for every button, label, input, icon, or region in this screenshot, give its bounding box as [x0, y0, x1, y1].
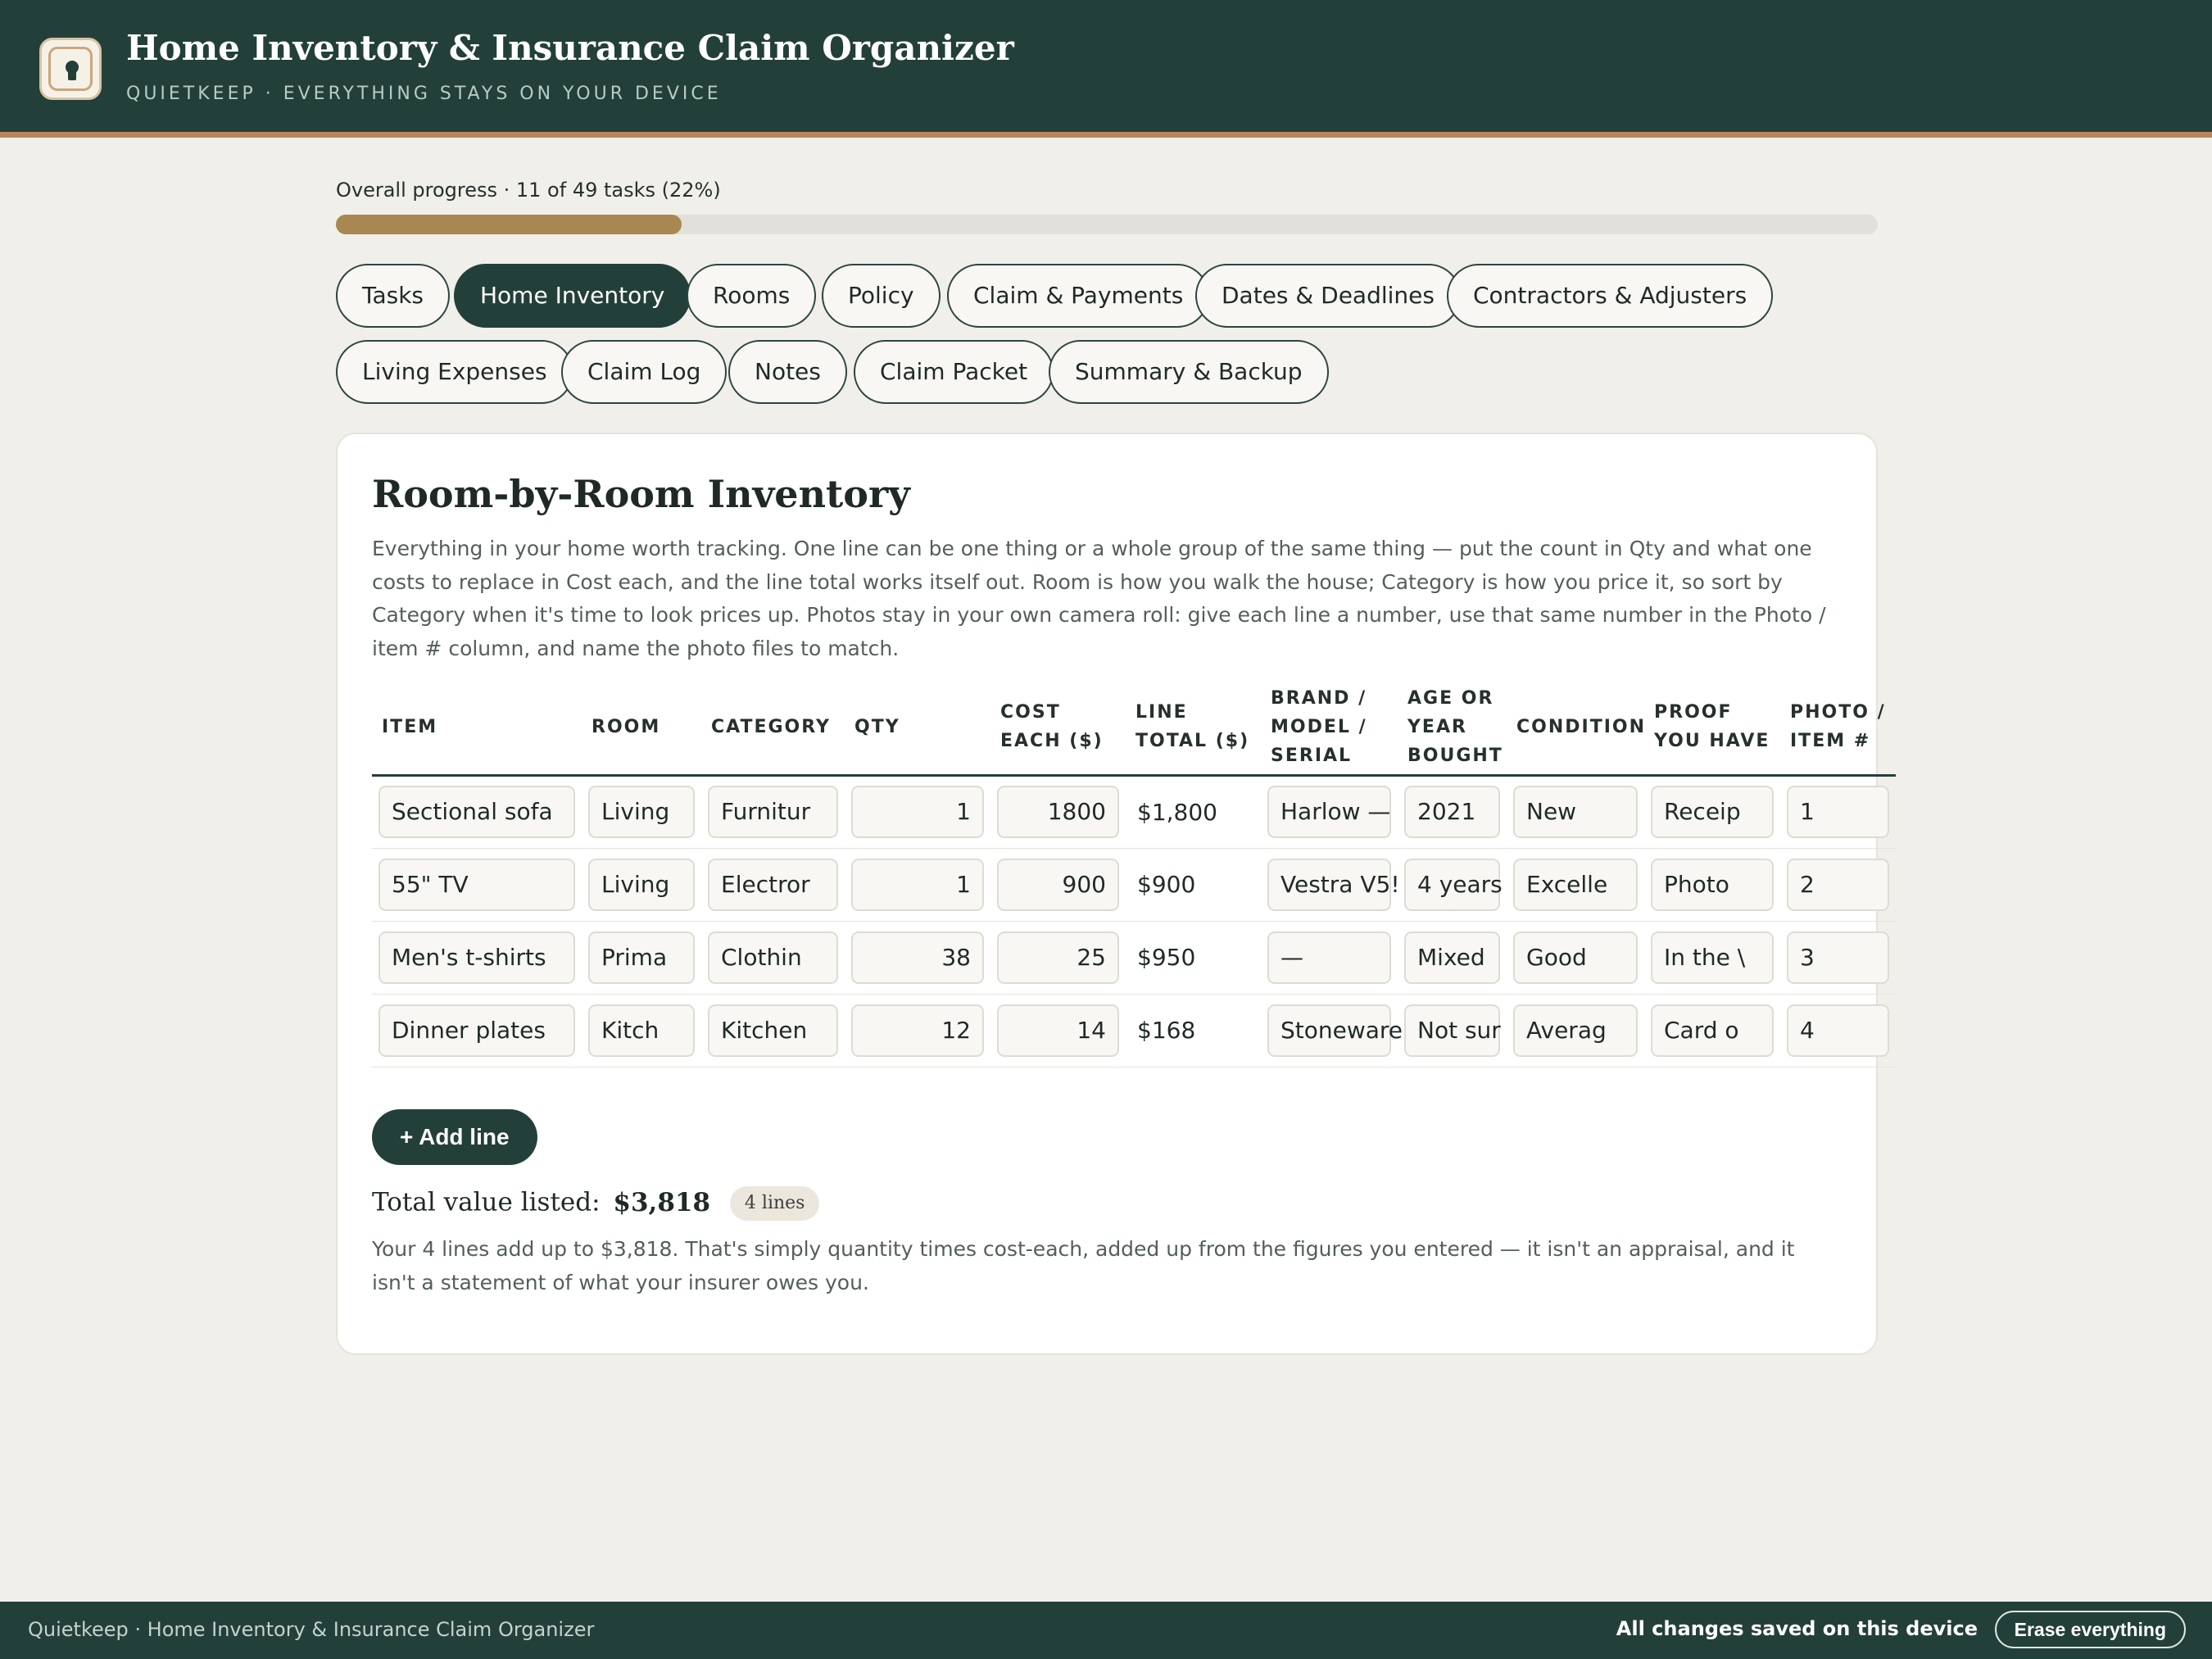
category-input[interactable]: Kitchen — [708, 1004, 838, 1057]
progress-label: Overall progress · 11 of 49 tasks (22%) — [336, 179, 721, 202]
column-header-brand[interactable]: BRAND / MODEL / SERIAL — [1261, 680, 1398, 775]
proof-input[interactable]: Photo — [1651, 859, 1774, 911]
photo-input[interactable]: 4 — [1787, 1004, 1889, 1057]
age-input[interactable]: Not sur — [1404, 1004, 1500, 1057]
line-total: $1,800 — [1137, 798, 1217, 826]
condition-input[interactable]: Excelle — [1513, 859, 1638, 911]
column-header-age[interactable]: AGE OR YEAR BOUGHT — [1398, 680, 1507, 775]
tab-summary-backup[interactable]: Summary & Backup — [1049, 340, 1329, 404]
column-header-photo[interactable]: PHOTO / ITEM # — [1780, 680, 1896, 775]
inventory-table — [372, 680, 1896, 1067]
condition-input[interactable]: Good — [1513, 931, 1638, 984]
tab-claim-packet[interactable]: Claim Packet — [854, 340, 1054, 404]
category-input[interactable]: Furnitur — [708, 786, 838, 838]
app-footer — [0, 1602, 2212, 1659]
app-header — [0, 0, 2212, 138]
photo-input[interactable]: 1 — [1787, 786, 1889, 838]
age-input[interactable]: 2021 — [1404, 786, 1500, 838]
add-line-button[interactable]: + Add line — [372, 1109, 537, 1165]
app-subtitle: QUIETKEEP · EVERYTHING STAYS ON YOUR DEVICE — [126, 84, 722, 104]
item-input[interactable]: 55" TV — [378, 859, 575, 911]
table-header-row — [372, 680, 1896, 775]
photo-input[interactable]: 3 — [1787, 931, 1889, 984]
keyhole-icon — [39, 38, 102, 100]
inventory-card — [336, 433, 1886, 1355]
tab-notes[interactable]: Notes — [728, 340, 847, 404]
table-row — [372, 921, 1896, 994]
photo-input[interactable]: 2 — [1787, 859, 1889, 911]
age-input[interactable]: Mixed — [1404, 931, 1500, 984]
proof-input[interactable]: Receip — [1651, 786, 1774, 838]
column-header-category[interactable]: CATEGORY — [701, 680, 845, 775]
qty-input[interactable]: 12 — [851, 1004, 984, 1057]
condition-input[interactable]: Averag — [1513, 1004, 1638, 1057]
tab-living-expenses[interactable]: Living Expenses — [336, 340, 573, 404]
qty-input[interactable]: 1 — [851, 859, 984, 911]
inventory-table-scroll[interactable] — [372, 680, 1886, 1114]
tab-claim-payments[interactable]: Claim & Payments — [947, 264, 1209, 328]
tab-contractors-adjusters[interactable]: Contractors & Adjusters — [1447, 264, 1773, 328]
column-header-proof[interactable]: PROOF YOU HAVE — [1644, 680, 1780, 775]
tab-dates-deadlines[interactable]: Dates & Deadlines — [1195, 264, 1461, 328]
line-total: $168 — [1137, 1017, 1196, 1044]
item-input[interactable]: Dinner plates — [378, 1004, 575, 1057]
cost-each-input[interactable]: 1800 — [997, 786, 1119, 838]
cost-each-input[interactable]: 25 — [997, 931, 1119, 984]
qty-input[interactable]: 38 — [851, 931, 984, 984]
line-total: $900 — [1137, 871, 1196, 898]
app-title: Home Inventory & Insurance Claim Organizer — [126, 28, 1014, 68]
total-summary — [372, 1186, 819, 1221]
save-status: All changes saved on this device — [1616, 1617, 1978, 1640]
brand-input[interactable]: Harlow — — [1267, 786, 1391, 838]
line-total: $950 — [1137, 944, 1196, 971]
progress-bar — [336, 215, 1878, 234]
tab-rooms[interactable]: Rooms — [687, 264, 816, 328]
qty-input[interactable]: 1 — [851, 786, 984, 838]
brand-input[interactable]: Vestra V5! — [1267, 859, 1391, 911]
section-description: Everything in your home worth tracking. One line can be one thing or a whole group of the same thing — put the count in Qty and what one costs to replace in Cost each, and the line total works itself out. Room is how you walk the house; Category is how you price it, so sort by Category when it's time to look prices up. Photos stay in your own camera roll: give each line a number, use that same number in the Photo / item # column, and name the photo files to match. — [372, 537, 1826, 660]
tab-tasks[interactable]: Tasks — [336, 264, 450, 328]
total-label: Total value listed: — [372, 1187, 601, 1217]
tab-policy[interactable]: Policy — [822, 264, 941, 328]
age-input[interactable]: 4 years — [1404, 859, 1500, 911]
progress-fill — [336, 215, 682, 234]
total-note: Your 4 lines add up to $3,818. That's simply quantity times cost-each, added up from the figures you entered — it isn't an appraisal, and it isn't a statement of what your insurer owes you. — [372, 1237, 1795, 1294]
column-header-qty[interactable]: QTY — [845, 680, 990, 775]
lines-count-badge: 4 lines — [730, 1186, 820, 1221]
category-input[interactable]: Clothin — [708, 931, 838, 984]
room-input[interactable]: Living — [588, 786, 695, 838]
room-input[interactable]: Prima — [588, 931, 695, 984]
section-title: Room-by-Room Inventory — [372, 472, 910, 516]
total-amount: $3,818 — [613, 1187, 711, 1217]
tab-claim-log[interactable]: Claim Log — [561, 340, 727, 404]
erase-everything-button[interactable]: Erase everything — [1995, 1611, 2186, 1648]
brand-input[interactable]: Stoneware — [1267, 1004, 1391, 1057]
brand-input[interactable]: — — [1267, 931, 1391, 984]
footer-app-name: Quietkeep · Home Inventory & Insurance Claim Organizer — [28, 1618, 595, 1641]
proof-input[interactable]: Card o — [1651, 1004, 1774, 1057]
item-input[interactable]: Sectional sofa — [378, 786, 575, 838]
table-row — [372, 775, 1896, 848]
room-input[interactable]: Living — [588, 859, 695, 911]
category-input[interactable]: Electror — [708, 859, 838, 911]
column-header-item[interactable]: ITEM — [372, 680, 582, 775]
condition-input[interactable]: New — [1513, 786, 1638, 838]
proof-input[interactable]: In the \ — [1651, 931, 1774, 984]
tab-home-inventory[interactable]: Home Inventory — [454, 264, 691, 328]
table-row — [372, 848, 1896, 921]
room-input[interactable]: Kitch — [588, 1004, 695, 1057]
column-header-condition[interactable]: CONDITION — [1507, 680, 1644, 775]
cost-each-input[interactable]: 14 — [997, 1004, 1119, 1057]
column-header-line-total[interactable]: LINE TOTAL ($) — [1126, 680, 1261, 775]
table-row — [372, 994, 1896, 1067]
column-header-cost-each[interactable]: COST EACH ($) — [990, 680, 1126, 775]
column-header-room[interactable]: ROOM — [582, 680, 701, 775]
cost-each-input[interactable]: 900 — [997, 859, 1119, 911]
item-input[interactable]: Men's t-shirts — [378, 931, 575, 984]
